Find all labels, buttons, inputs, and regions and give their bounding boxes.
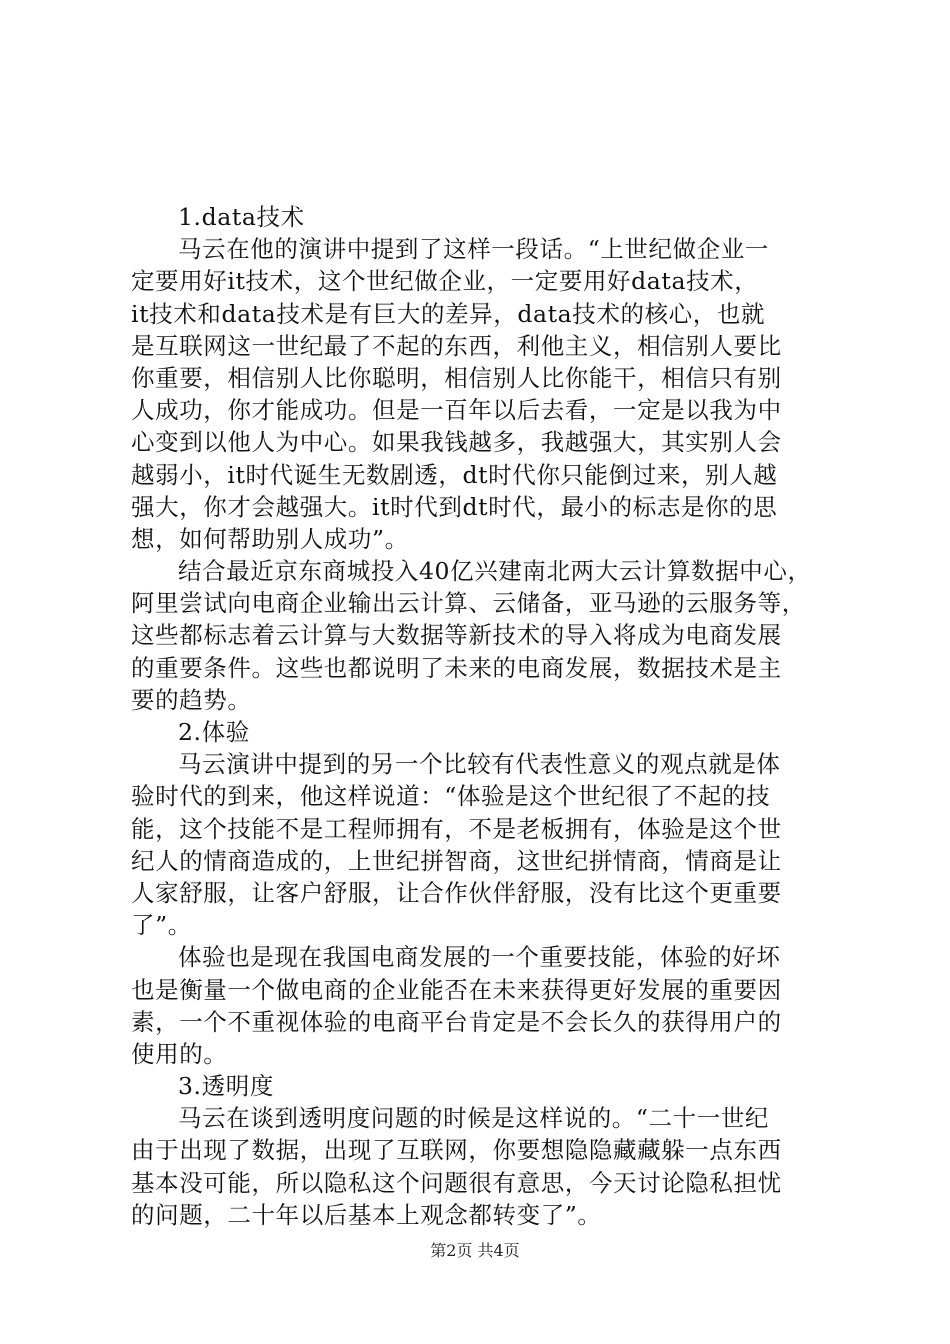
heading-text: 3.透明度: [178, 1072, 274, 1101]
text-line: 要的趋势。: [131, 685, 252, 714]
text-line: 的重要条件。这些也都说明了未来的电商发展，数据技术是主: [131, 653, 782, 682]
section-heading: [131, 1070, 831, 1102]
page-footer: 第2页 共4页: [430, 1241, 520, 1260]
text-line: 结合最近京东商城投入40亿兴建南北两大云计算数据中心，: [178, 557, 812, 586]
heading-text: 2.体验: [178, 718, 250, 746]
text-line: 是互联网这一世纪最了不起的东西，利他主义，相信别人要比: [131, 331, 782, 360]
text-line: 验时代的到来，他这样说道：“体验是这个世纪很了不起的技: [131, 782, 771, 811]
section-heading: [131, 201, 831, 233]
text-line: 马云在谈到透明度问题的时候是这样说的。“二十一世纪: [178, 1104, 770, 1133]
text-line: 也是衡量一个做电商的企业能否在未来获得更好发展的重要因: [131, 975, 782, 1004]
text-line: 由于出现了数据，出现了互联网，你要想隐隐藏藏躲一点东西: [131, 1136, 782, 1165]
text-line: 定要用好it技术，这个世纪做企业，一定要用好data技术，: [131, 267, 759, 296]
paragraph: [131, 748, 831, 941]
text-line: 纪人的情商造成的，上世纪拼智商，这世纪拼情商，情商是让: [131, 846, 782, 875]
text-line: 心变到以他人为中心。如果我钱越多，我越强大，其实别人会: [131, 428, 782, 457]
text-line: 想，如何帮助别人成功”。: [131, 524, 409, 553]
text-line: 素，一个不重视体验的电商平台肯定是不会长久的获得用户的: [131, 1007, 782, 1036]
document-body: [131, 201, 831, 1231]
paragraph: [131, 1102, 831, 1231]
text-line: 的问题，二十年以后基本上观念都转变了”。: [131, 1200, 602, 1229]
heading-text: 1.data技术: [178, 203, 305, 231]
text-line: 强大，你才会越强大。it时代到dt时代，最小的标志是你的思: [131, 492, 778, 521]
paragraph: [131, 233, 831, 555]
paragraph: [131, 555, 831, 716]
text-line: 人成功，你才能成功。但是一百年以后去看，一定是以我为中: [131, 396, 782, 425]
text-line: 了”。: [131, 911, 192, 940]
text-line: 阿里尝试向电商企业输出云计算、云储备，亚马逊的云服务等，: [131, 589, 806, 618]
text-line: 人家舒服，让客户舒服，让合作伙伴舒服，没有比这个更重要: [131, 878, 782, 907]
text-line: 越弱小，it时代诞生无数剧透，dt时代你只能倒过来，别人越: [131, 460, 778, 489]
text-line: 你重要，相信别人比你聪明，相信别人比你能干，相信只有别: [131, 363, 782, 392]
text-line: 使用的。: [131, 1039, 228, 1068]
text-line: 基本没可能，所以隐私这个问题很有意思，今天讨论隐私担忧: [131, 1168, 782, 1197]
text-line: 马云演讲中提到的另一个比较有代表性意义的观点就是体: [178, 750, 781, 779]
text-line: it技术和data技术是有巨大的差异，data技术的核心，也就: [131, 299, 766, 328]
section-heading: [131, 716, 831, 748]
text-line: 马云在他的演讲中提到了这样一段话。“上世纪做企业一: [178, 235, 770, 264]
text-line: 体验也是现在我国电商发展的一个重要技能，体验的好坏: [178, 943, 781, 972]
text-line: 这些都标志着云计算与大数据等新技术的导入将成为电商发展: [131, 621, 782, 650]
text-line: 能，这个技能不是工程师拥有，不是老板拥有，体验是这个世: [131, 814, 782, 843]
paragraph: [131, 941, 831, 1070]
